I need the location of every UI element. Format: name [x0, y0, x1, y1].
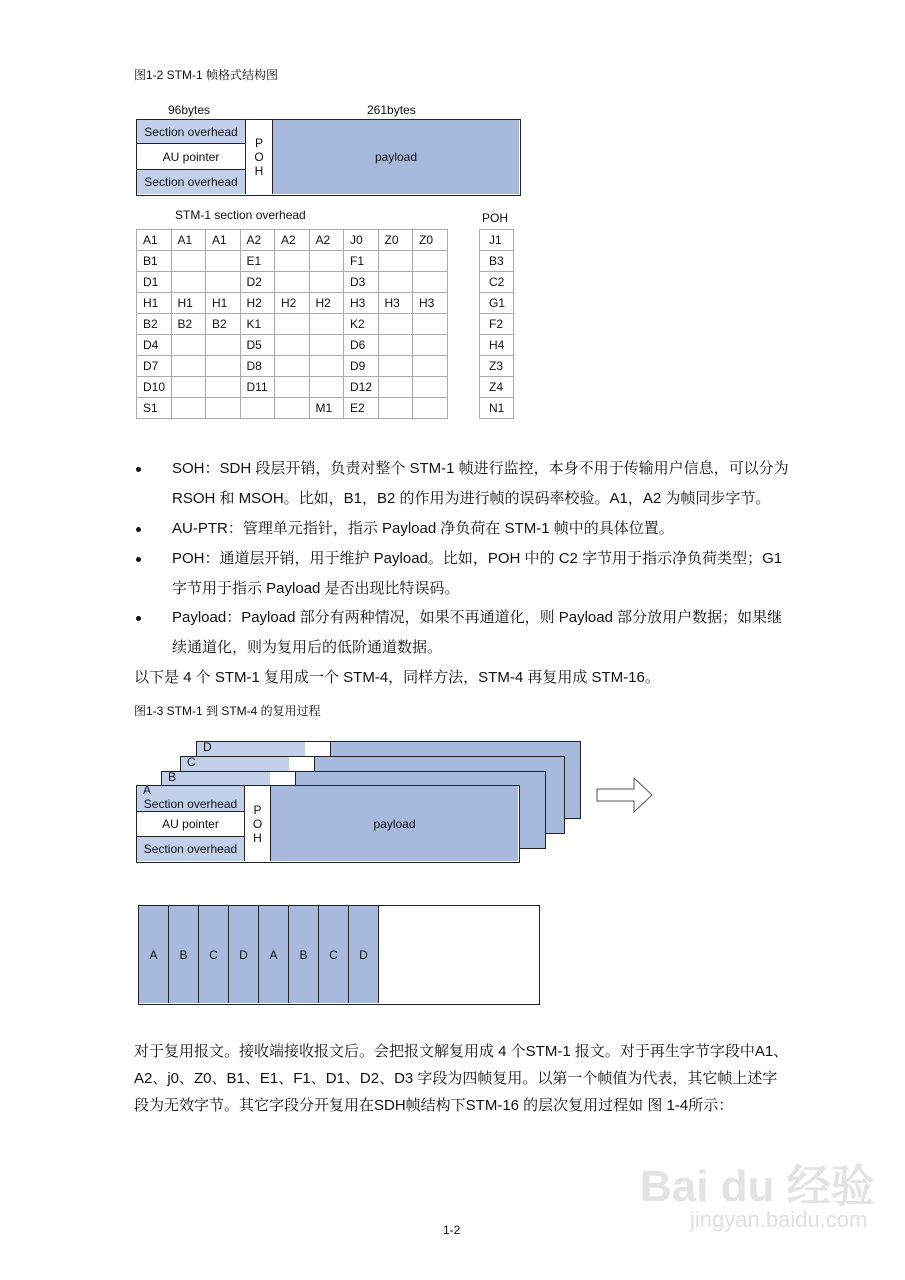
table-cell: H3	[344, 293, 379, 314]
table-title: STM-1 section overhead	[175, 208, 306, 222]
table-cell: D6	[344, 335, 379, 356]
text-line: AU-PTR：管理单元指针，指示 Payload 净负荷在 STM-1 帧中的具体位置。	[172, 520, 674, 537]
table-cell	[275, 356, 310, 377]
table-cell	[206, 398, 241, 419]
table-cell	[413, 356, 448, 377]
table-cell: G1	[480, 293, 514, 314]
text-line: 段为无效字节。其它字段分开复用在SDH帧结构下STM-16 的层次复用过程如 图 1-4所示：	[134, 1097, 734, 1114]
text-line: RSOH 和 MSOH。比如，B1，B2 的作用为进行帧的误码率校验。A1，A2 为帧同步字节。	[172, 489, 771, 507]
table-cell: A1	[206, 230, 241, 251]
table-cell: D5	[240, 335, 275, 356]
section-overhead: Section overhead	[137, 120, 246, 144]
table-cell: N1	[480, 398, 514, 419]
table-cell	[171, 272, 206, 293]
poh-column	[246, 120, 273, 194]
table-cell	[413, 398, 448, 419]
poh-letter: H	[253, 830, 262, 845]
table-cell	[206, 356, 241, 377]
text-line: Payload：Payload 部分有两种情况，如果不再通道化，则 Payload 部分放用户数据；如果继	[172, 609, 783, 626]
frame-label: B	[168, 770, 177, 784]
table-row	[137, 230, 448, 251]
poh-letter: O	[252, 816, 263, 831]
table-row	[480, 251, 514, 272]
table-cell	[378, 272, 413, 293]
poh-title: POH	[482, 211, 509, 225]
figure-caption: 图1-3 STM-1 到 STM-4 的复用过程	[134, 704, 321, 718]
bullet-icon	[136, 557, 141, 562]
table-cell: Z4	[480, 377, 514, 398]
table-cell: D2	[240, 272, 275, 293]
mux-cell: A	[259, 906, 289, 1003]
table-row	[480, 293, 514, 314]
text-line: SOH：SDH 段层开销，负责对整个 STM-1 帧进行监控，本身不用于传输用户信息，可以分为	[172, 460, 789, 477]
table-cell: S1	[137, 398, 172, 419]
text-line: 续通道化，则为复用后的低阶通道数据。	[172, 638, 443, 656]
text-line: POH：通道层开销，用于维护 Payload。比如，POH 中的 C2 字节用于指示净负荷类型；G1	[172, 550, 783, 567]
table-cell: B2	[206, 314, 241, 335]
table-cell: H1	[206, 293, 241, 314]
table-cell	[275, 335, 310, 356]
table-cell: J1	[480, 230, 514, 251]
bytes-label: 261bytes	[367, 103, 416, 117]
table-row	[137, 377, 448, 398]
table-cell	[309, 377, 344, 398]
mux-cell: C	[319, 906, 349, 1003]
table-row	[480, 377, 514, 398]
poh-letter: P	[254, 136, 263, 150]
table-row	[480, 335, 514, 356]
table-row	[480, 230, 514, 251]
table-cell: D11	[240, 377, 275, 398]
text-line: 对于复用报文。接收端接收报文后。会把报文解复用成 4 个STM-1 报文。对于再生字节字段中A1、	[134, 1043, 789, 1060]
figure-caption: 图1-2 STM-1 帧格式结构图	[134, 68, 279, 82]
table-cell: Z0	[378, 230, 413, 251]
bullet-payload	[172, 603, 832, 662]
table-cell	[275, 272, 310, 293]
table-cell: H3	[413, 293, 448, 314]
table-cell: K1	[240, 314, 275, 335]
frame-label: D	[203, 740, 212, 754]
table-cell: H2	[309, 293, 344, 314]
table-cell: H4	[480, 335, 514, 356]
table-row	[137, 251, 448, 272]
table-cell: H3	[378, 293, 413, 314]
bullet-icon	[136, 527, 141, 532]
table-cell	[171, 335, 206, 356]
section-overhead-table	[136, 229, 448, 419]
table-cell: Z3	[480, 356, 514, 377]
table-cell	[275, 377, 310, 398]
right-arrow-icon	[595, 776, 655, 814]
table-cell	[206, 272, 241, 293]
table-cell: H1	[137, 293, 172, 314]
table-cell: B1	[137, 251, 172, 272]
table-cell: D7	[137, 356, 172, 377]
table-cell	[206, 251, 241, 272]
table-row	[480, 272, 514, 293]
table-row	[137, 272, 448, 293]
watermark-url: jingyan.baidu.com	[690, 1207, 868, 1232]
bullet-icon	[136, 467, 141, 472]
table-cell	[171, 398, 206, 419]
bullet-poh	[172, 544, 832, 603]
table-cell	[378, 377, 413, 398]
bullet-au-ptr	[172, 514, 832, 544]
table-cell: H2	[275, 293, 310, 314]
mux-cell: A	[139, 906, 169, 1003]
table-cell: Z0	[413, 230, 448, 251]
table-row	[137, 356, 448, 377]
bullet-icon	[136, 616, 141, 621]
table-row	[137, 293, 448, 314]
table-cell	[171, 356, 206, 377]
table-cell	[171, 377, 206, 398]
table-cell	[413, 377, 448, 398]
table-cell: D9	[344, 356, 379, 377]
paragraph	[134, 1038, 874, 1119]
table-cell	[206, 377, 241, 398]
table-row	[480, 314, 514, 335]
bytes-label: 96bytes	[168, 103, 211, 117]
table-cell: D4	[137, 335, 172, 356]
table-cell	[413, 251, 448, 272]
au-pointer: AU pointer	[137, 144, 246, 170]
poh-table	[479, 229, 514, 419]
text-line: A2、j0、Z0、B1、E1、F1、D1、D2、D3 字段为四帧复用。以第一个帧值为代表，其它帧上述字	[134, 1070, 778, 1087]
poh-column	[245, 786, 271, 861]
table-cell: C2	[480, 272, 514, 293]
au-pointer: AU pointer	[137, 812, 245, 837]
table-cell	[378, 314, 413, 335]
table-cell: H1	[171, 293, 206, 314]
mux-cell: D	[349, 906, 379, 1003]
table-cell: K2	[344, 314, 379, 335]
frame-label: C	[187, 755, 196, 769]
table-cell: B3	[480, 251, 514, 272]
table-cell: F2	[480, 314, 514, 335]
baidu-watermark-logo: Bai du 经验	[640, 1162, 875, 1211]
table-row	[480, 356, 514, 377]
table-cell	[413, 272, 448, 293]
table-cell	[309, 356, 344, 377]
table-cell: D3	[344, 272, 379, 293]
payload: payload	[271, 786, 518, 861]
mux-cell: B	[289, 906, 319, 1003]
table-cell	[275, 398, 310, 419]
table-cell	[309, 335, 344, 356]
table-row	[137, 335, 448, 356]
table-cell	[171, 251, 206, 272]
table-cell	[275, 314, 310, 335]
poh-letter: P	[253, 802, 262, 817]
payload: payload	[273, 120, 519, 194]
text-line: 字节用于指示 Payload 是否出现比特误码。	[172, 579, 460, 597]
stm4-frame	[138, 905, 540, 1005]
table-cell: A2	[275, 230, 310, 251]
table-cell	[240, 398, 275, 419]
table-row	[137, 314, 448, 335]
poh-letter: O	[254, 150, 264, 164]
paragraph: 以下是 4 个 STM-1 复用成一个 STM-4，同样方法，STM-4 再复用成 STM-16。	[134, 669, 660, 686]
table-cell	[206, 335, 241, 356]
table-row	[480, 398, 514, 419]
table-cell: A2	[309, 230, 344, 251]
section-overhead: Section overhead	[137, 170, 246, 194]
table-cell	[275, 251, 310, 272]
table-cell: B2	[171, 314, 206, 335]
table-cell	[413, 314, 448, 335]
table-cell: A1	[137, 230, 172, 251]
table-cell: M1	[309, 398, 344, 419]
mux-cell: B	[169, 906, 199, 1003]
table-cell: H2	[240, 293, 275, 314]
table-cell: D8	[240, 356, 275, 377]
table-cell	[378, 398, 413, 419]
bullet-soh	[172, 454, 832, 513]
mux-cell: C	[199, 906, 229, 1003]
table-cell	[378, 356, 413, 377]
section-overhead: Section overhead	[137, 837, 245, 861]
mux-cell: D	[229, 906, 259, 1003]
stm1-frame	[136, 119, 521, 196]
table-cell: E1	[240, 251, 275, 272]
page-number: 1-2	[443, 1223, 461, 1237]
table-cell	[378, 251, 413, 272]
table-cell: D1	[137, 272, 172, 293]
table-cell	[309, 314, 344, 335]
table-cell	[378, 335, 413, 356]
table-cell: F1	[344, 251, 379, 272]
table-cell: J0	[344, 230, 379, 251]
table-cell: D12	[344, 377, 379, 398]
table-cell: B2	[137, 314, 172, 335]
frame-a	[136, 785, 520, 863]
section-overhead: Section overhead	[137, 786, 245, 812]
table-row	[137, 398, 448, 419]
table-cell	[413, 335, 448, 356]
table-cell: D10	[137, 377, 172, 398]
frame-label: A	[143, 783, 152, 797]
table-cell: A2	[240, 230, 275, 251]
poh-letter: H	[254, 164, 264, 178]
table-cell: E2	[344, 398, 379, 419]
table-cell	[309, 251, 344, 272]
table-cell	[309, 272, 344, 293]
table-cell: A1	[171, 230, 206, 251]
